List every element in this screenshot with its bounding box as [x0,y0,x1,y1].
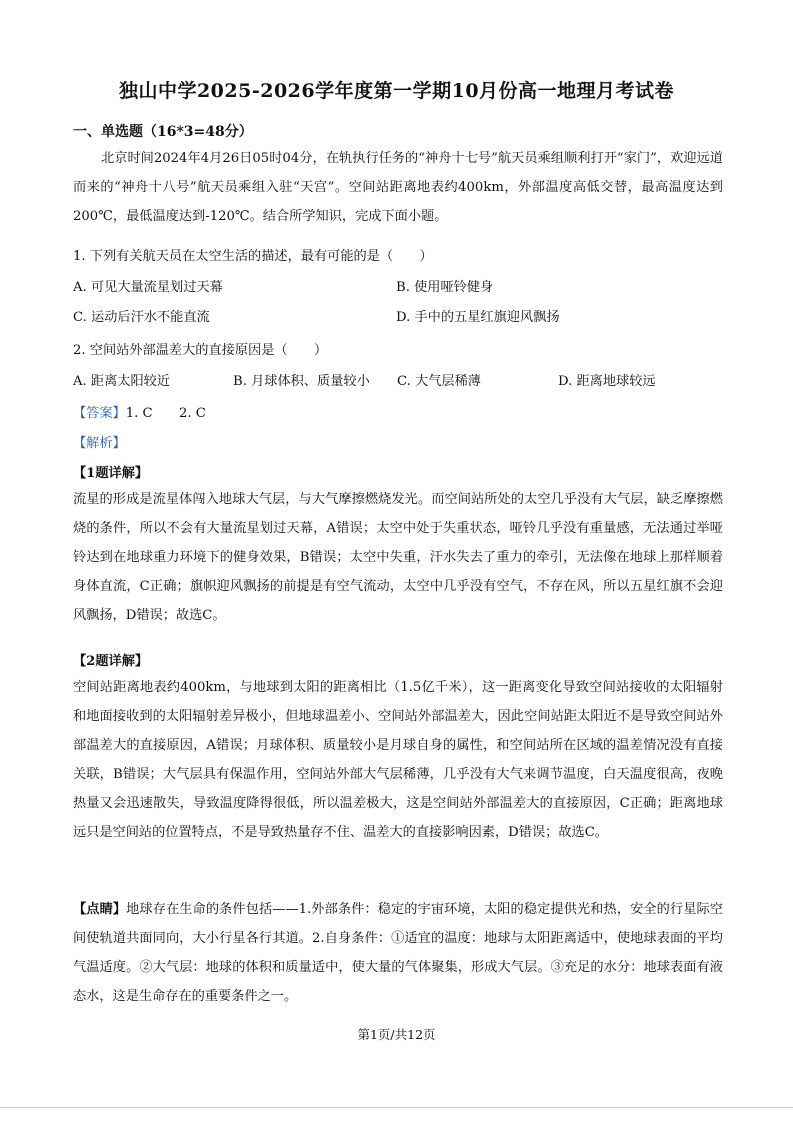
detail-1-text: 流星的形成是流星体闯入地球大气层，与大气摩擦燃烧发光。而空间站所处的太空几乎没有大气层，缺乏摩擦燃烧的条件，所以不会有大量流星划过天幕，A错误；太空中处于失重状态，哑铃几乎没有重量感，无法通过举哑铃达到在地球重力环境下的健身效果，B错误；太空中失重，汗水失去了重力的牵引，无法像在地球上那样顺着身体直流，C正确；旗帜迎风飘扬的前提是有空气流动，太空中几乎没有空气，不存在风，所以五星红旗不会迎风飘扬，D错误；故选C。 [73,492,723,623]
question-2-stem: 2. 空间站外部温差大的直接原因是（ ） [73,343,328,358]
question-2-option-b: B. 月球体积、质量较小 [233,374,370,389]
question-1-option-a: A. 可见大量流星划过天幕 [73,280,223,295]
section-heading: 一、单选题（16*3=48分） [73,124,253,140]
passage-text: 北京时间2024年4月26日05时04分，在轨执行任务的“神舟十七号”航天员乘组顺利打开“家门”，欢迎远道而来的“神舟十八号”航天员乘组入驻“天宫”。空间站距离地表约400km，外部温度高低交替，最高温度达到200℃，最低温度达到-120℃。结合所学知识，完成下面小题。 [73,151,723,224]
answer-value: 1. C 2. C [125,406,206,421]
tip-text: 地球存在生命的条件包括——1.外部条件：稳定的宇宙环境，太阳的稳定提供光和热，安全的行星际空间使轨道共面同向，大小行星各行其道。2.自身条件：①适宜的温度：地球与太阳距离适中，使地球表面的平均气温适度。②大气层：地球的体积和质量适中，使大量的气体聚集，形成大气层。③充足的水分：地球表面有液态水，这是生命存在的重要条件之一。 [73,902,723,1004]
analysis-label: 【解析】 [73,436,126,451]
answer-line [73,402,206,421]
question-1-option-b: B. 使用哑铃健身 [396,280,494,295]
page-footer: 第1页/共12页 [357,1027,436,1042]
question-1-option-d: D. 手中的五星红旗迎风飘扬 [396,310,560,325]
question-1-option-c: C. 运动后汗水不能直流 [73,310,210,325]
question-2-option-c: C. 大气层稀薄 [397,374,481,389]
detail-1-heading: 【1题详解】 [73,466,149,481]
answer-label: 【答案】 [73,406,126,421]
detail-2-heading: 【2题详解】 [73,654,149,669]
detail-2-text: 空间站距离地表约400km，与地球到太阳的距离相比（1.5亿千米），这一距离变化导致空间站接收的太阳辐射和地面接收到的太阳辐射差异极小，但地球温差小、空间站外部温差大，因此空间站距太阳近不是导致空间站外部温差大的直接原因，A错误；月球体积、质量较小是月球自身的属性，和空间站所在区域的温差情况没有直接关联，B错误；大气层具有保温作用，空间站外部大气层稀薄，几乎没有大气来调节温度，白天温度很高，夜晚热量又会迅速散失，导致温度降得很低，所以温差极大，这是空间站外部温差大的直接原因，C正确；距离地球远只是空间站的位置特点，不是导致热量存不住、温差大的直接影响因素，D错误；故选C。 [73,680,723,840]
tip-label: 【点睛】 [73,902,127,917]
tip-block [73,895,723,1011]
question-1-stem: 1. 下列有关航天员在太空生活的描述，最有可能的是（ ） [73,249,433,264]
question-2-option-d: D. 距离地球较远 [558,374,656,389]
bottom-divider [0,1107,793,1108]
question-2-option-a: A. 距离太阳较近 [73,374,171,389]
page-title: 独山中学2025-2026学年度第一学期10月份高一地理月考试卷 [118,80,675,102]
